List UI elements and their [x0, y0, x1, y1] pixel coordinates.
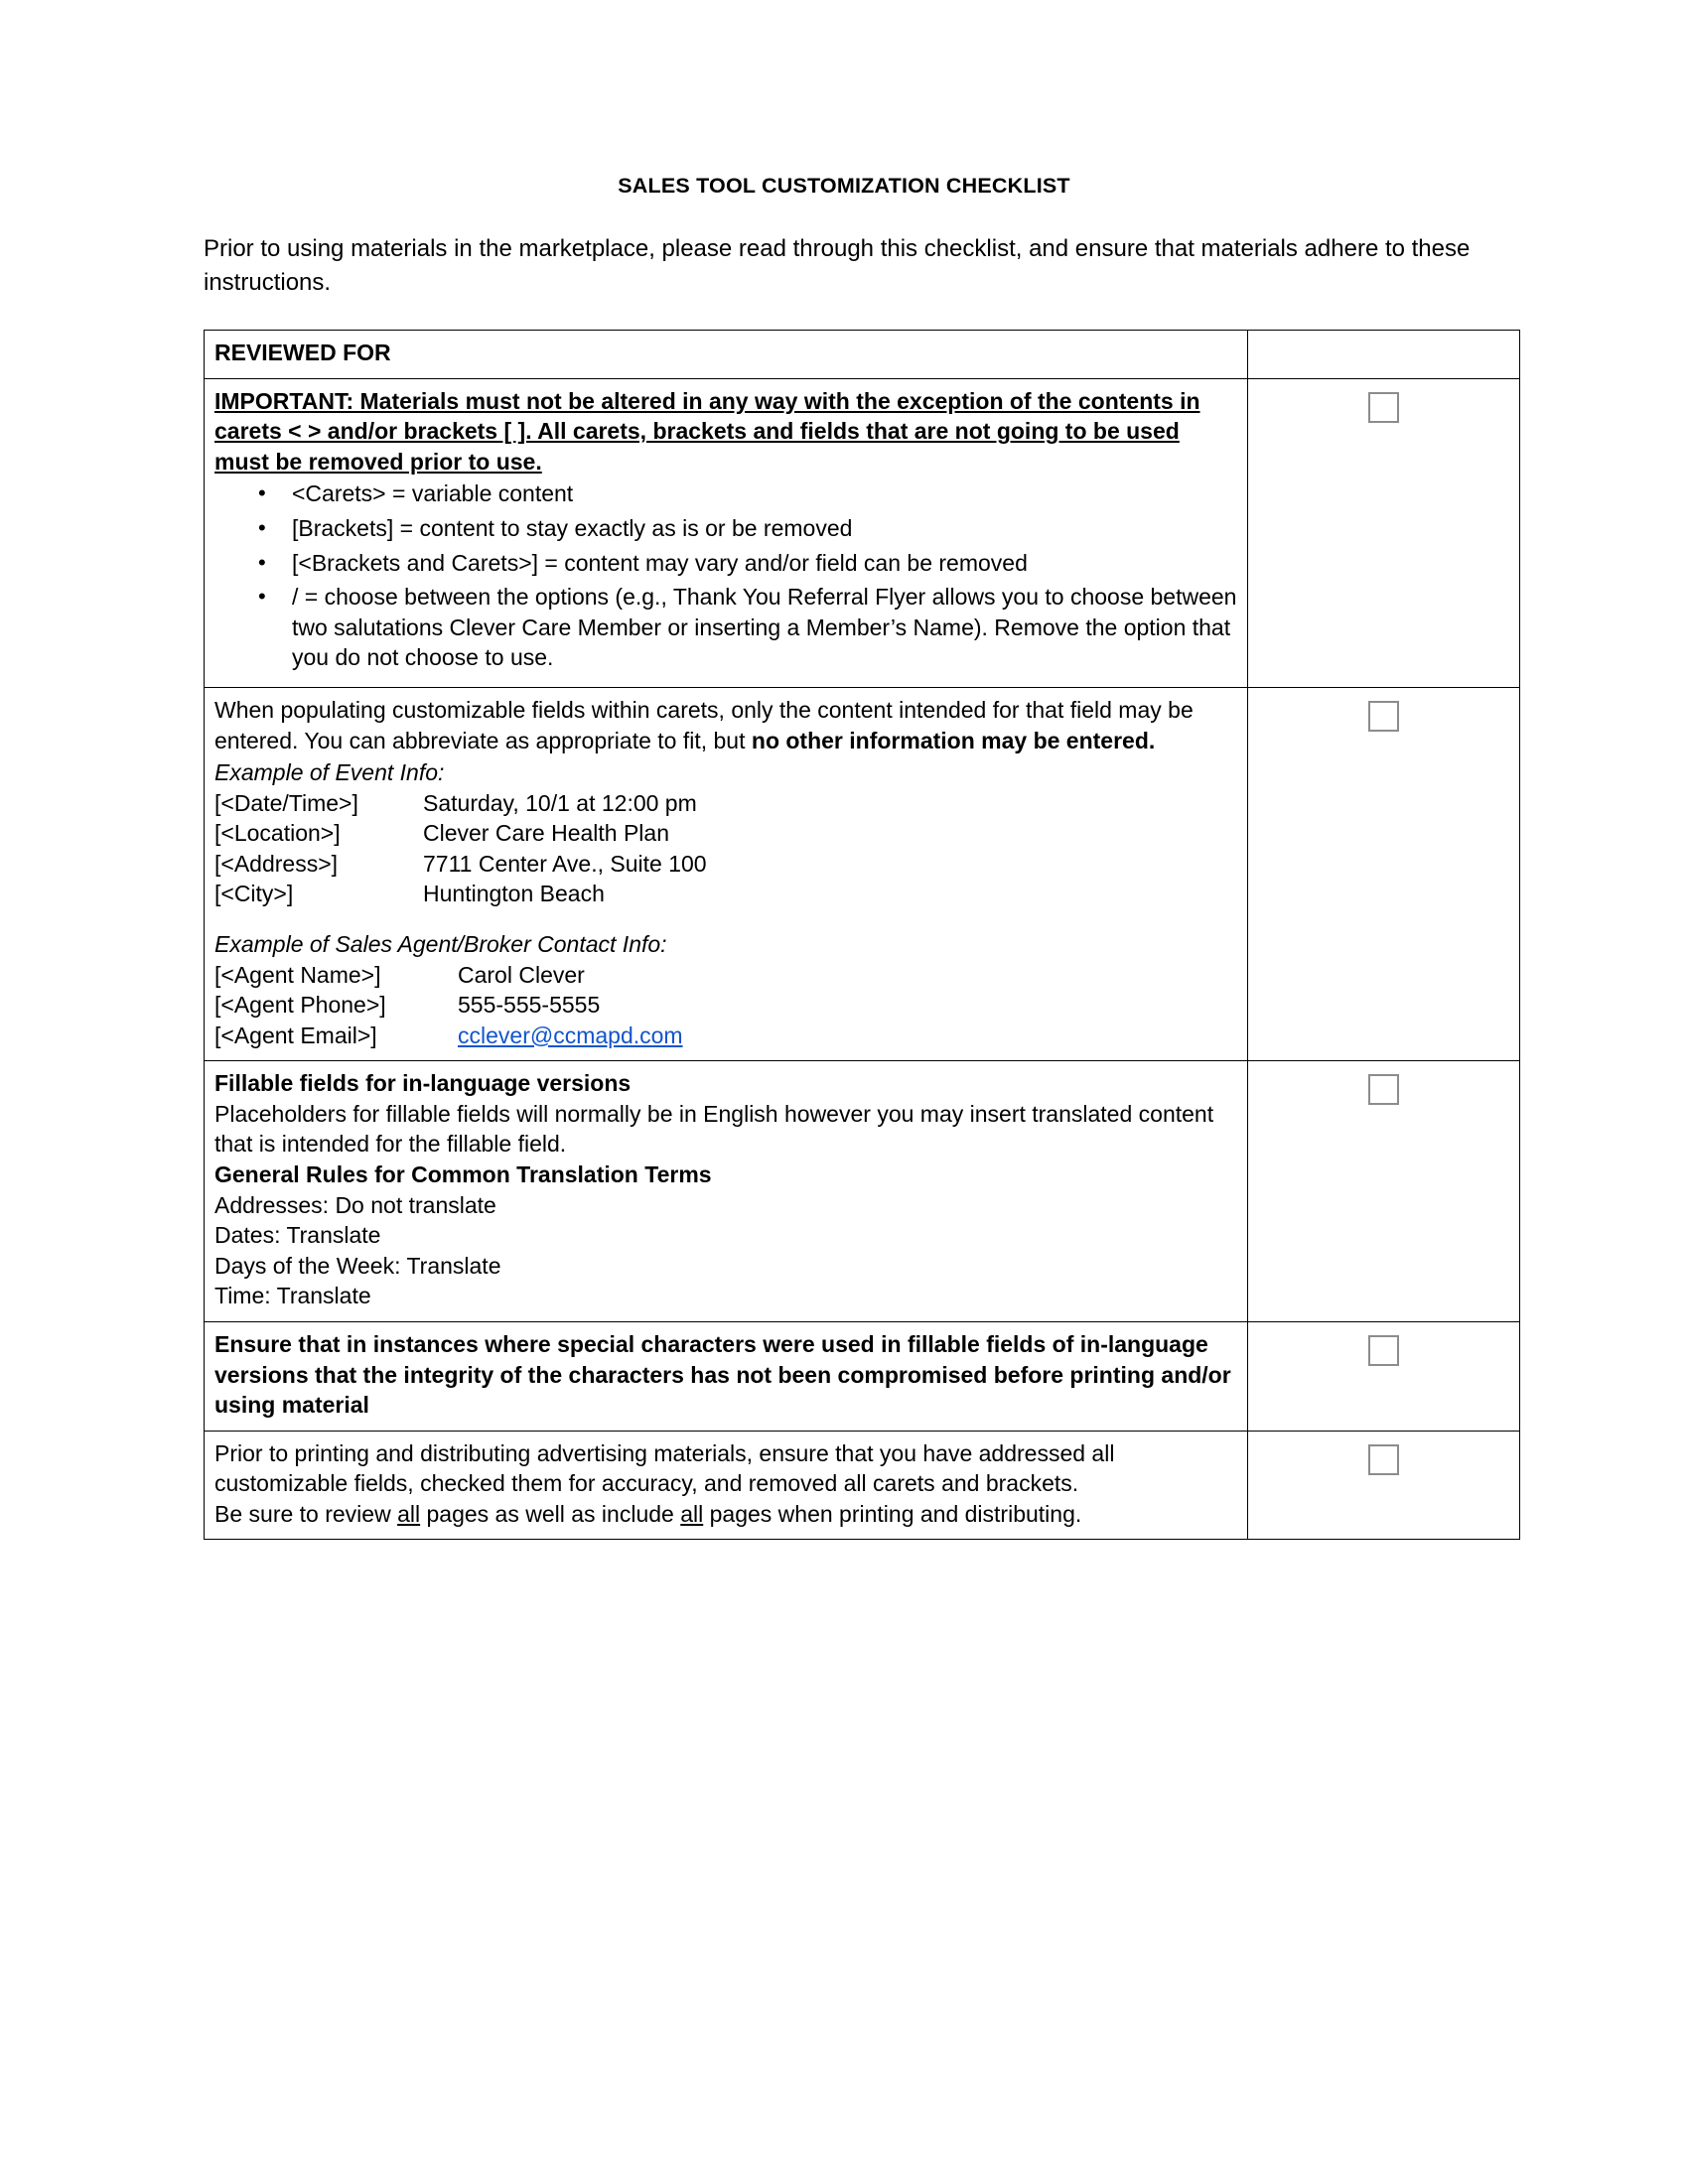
- special-characters-paragraph: Ensure that in instances where special characters were used in fillable fields of in-language versions that the integrity of the characters has not been compromised before printing and/or using material: [214, 1330, 1231, 1419]
- table-row: [205, 1321, 1520, 1431]
- event-field-row: [214, 849, 1237, 880]
- row-special-characters-checkbox-cell[interactable]: [1248, 1321, 1520, 1431]
- table-row: [205, 378, 1520, 687]
- example-agent-label: Example of Sales Agent/Broker Contact Info:: [214, 930, 667, 957]
- row-printing-content: [205, 1431, 1248, 1540]
- list-item: • <Carets> = variable content: [292, 478, 1237, 509]
- agent-field-row: [214, 1021, 1237, 1051]
- row-important-content: [205, 378, 1248, 687]
- row-fields-content: [205, 687, 1248, 1060]
- important-bullet-list: [214, 478, 1237, 672]
- row-fillable-content: [205, 1061, 1248, 1322]
- event-field-label: [<Date/Time>]: [214, 789, 358, 816]
- row-special-characters-content: [205, 1321, 1248, 1431]
- checklist-table: [204, 330, 1520, 1540]
- fields-paragraph-start: When populating customizable fields within carets, only the content intended for that field may be entered. You can abbreviate as appropriate to fit, but: [214, 696, 1194, 753]
- printing-paragraph-2: [214, 1499, 1237, 1530]
- agent-field-value: Carol Clever: [458, 961, 585, 988]
- event-field-row: [214, 788, 1237, 819]
- agent-email-link[interactable]: cclever@ccmapd.com: [458, 1022, 683, 1048]
- event-field-value: 7711 Center Ave., Suite 100: [423, 850, 707, 877]
- table-row: [205, 687, 1520, 1060]
- agent-field-label: [<Agent Name>]: [214, 961, 381, 988]
- agent-field-label: [<Agent Phone>]: [214, 992, 386, 1019]
- checkbox[interactable]: [1368, 701, 1399, 732]
- agent-field-row: [214, 960, 1237, 991]
- printing-text-a: Be sure to review: [214, 1500, 398, 1527]
- table-row: [205, 1431, 1520, 1540]
- event-field-label: [<Address>]: [214, 850, 339, 877]
- translation-rule: Days of the Week: Translate: [214, 1252, 501, 1279]
- row-printing-checkbox-cell[interactable]: [1248, 1431, 1520, 1540]
- fillable-paragraph: Placeholders for fillable fields will normally be in English however you may insert translated content that is intended for the fillable field.: [214, 1100, 1214, 1158]
- checkbox[interactable]: [1368, 1335, 1399, 1366]
- checkbox[interactable]: [1368, 1444, 1399, 1475]
- printing-paragraph-1: Prior to printing and distributing advertising materials, ensure that you have addressed all customizable fields, checked them for accuracy, and removed all carets and brackets.: [214, 1439, 1115, 1497]
- list-item: • / = choose between the options (e.g., Thank You Referral Flyer allows you to choose between two salutations Clever Care Member or inserting a Member’s Name). Remove the option that you do not choose to use.: [292, 582, 1237, 673]
- translation-rule: Addresses: Do not translate: [214, 1191, 496, 1218]
- row-fillable-checkbox-cell[interactable]: [1248, 1061, 1520, 1322]
- event-field-value: Huntington Beach: [423, 881, 605, 907]
- agent-field-value: 555-555-5555: [458, 992, 601, 1019]
- checkbox[interactable]: [1368, 1074, 1399, 1105]
- page-title: SALES TOOL CUSTOMIZATION CHECKLIST: [618, 174, 1070, 198]
- important-lead-text: IMPORTANT: Materials must not be altered in any way with the exception of the contents in carets < > and/or brackets [ ]. All carets, brackets and fields that are not going to be used must be removed prior to use.: [214, 387, 1200, 475]
- agent-field-label: [<Agent Email>]: [214, 1022, 377, 1048]
- event-field-label: [<Location>]: [214, 820, 341, 847]
- event-field-row: [214, 879, 1237, 909]
- table-header-row: [205, 331, 1520, 379]
- agent-field-row: [214, 990, 1237, 1021]
- row-important-checkbox-cell[interactable]: [1248, 378, 1520, 687]
- table-header-label: REVIEWED FOR: [205, 331, 1248, 379]
- table-row: [205, 1061, 1520, 1322]
- fields-paragraph-bold: no other information may be entered.: [751, 727, 1156, 753]
- event-field-value: Clever Care Health Plan: [423, 820, 670, 847]
- translation-subheading: General Rules for Common Translation Terms: [214, 1161, 712, 1188]
- printing-underline-1: all: [397, 1500, 421, 1527]
- printing-underline-2: all: [680, 1500, 704, 1527]
- printing-text-b: pages as well as include: [420, 1500, 681, 1527]
- event-field-label: [<City>]: [214, 881, 294, 907]
- fields-paragraph: [214, 695, 1237, 755]
- printing-text-c: pages when printing and distributing.: [703, 1500, 1082, 1527]
- event-field-row: [214, 818, 1237, 849]
- translation-rule: Dates: Translate: [214, 1222, 381, 1249]
- table-header-check-column: [1248, 331, 1520, 379]
- list-item: • [Brackets] = content to stay exactly as is or be removed: [292, 513, 1237, 544]
- fillable-heading: Fillable fields for in-language versions: [214, 1070, 632, 1097]
- intro-paragraph: Prior to using materials in the marketplace, please read through this checklist, and ensure that materials adhere to these instructions.: [204, 235, 1471, 297]
- list-item: • [<Brackets and Carets>] = content may vary and/or field can be removed: [292, 548, 1237, 579]
- translation-rule: Time: Translate: [214, 1283, 371, 1309]
- section-spacer: [214, 909, 1237, 929]
- checkbox[interactable]: [1368, 392, 1399, 423]
- row-fields-checkbox-cell[interactable]: [1248, 687, 1520, 1060]
- event-field-value: Saturday, 10/1 at 12:00 pm: [423, 789, 697, 816]
- example-event-label: Example of Event Info:: [214, 759, 445, 786]
